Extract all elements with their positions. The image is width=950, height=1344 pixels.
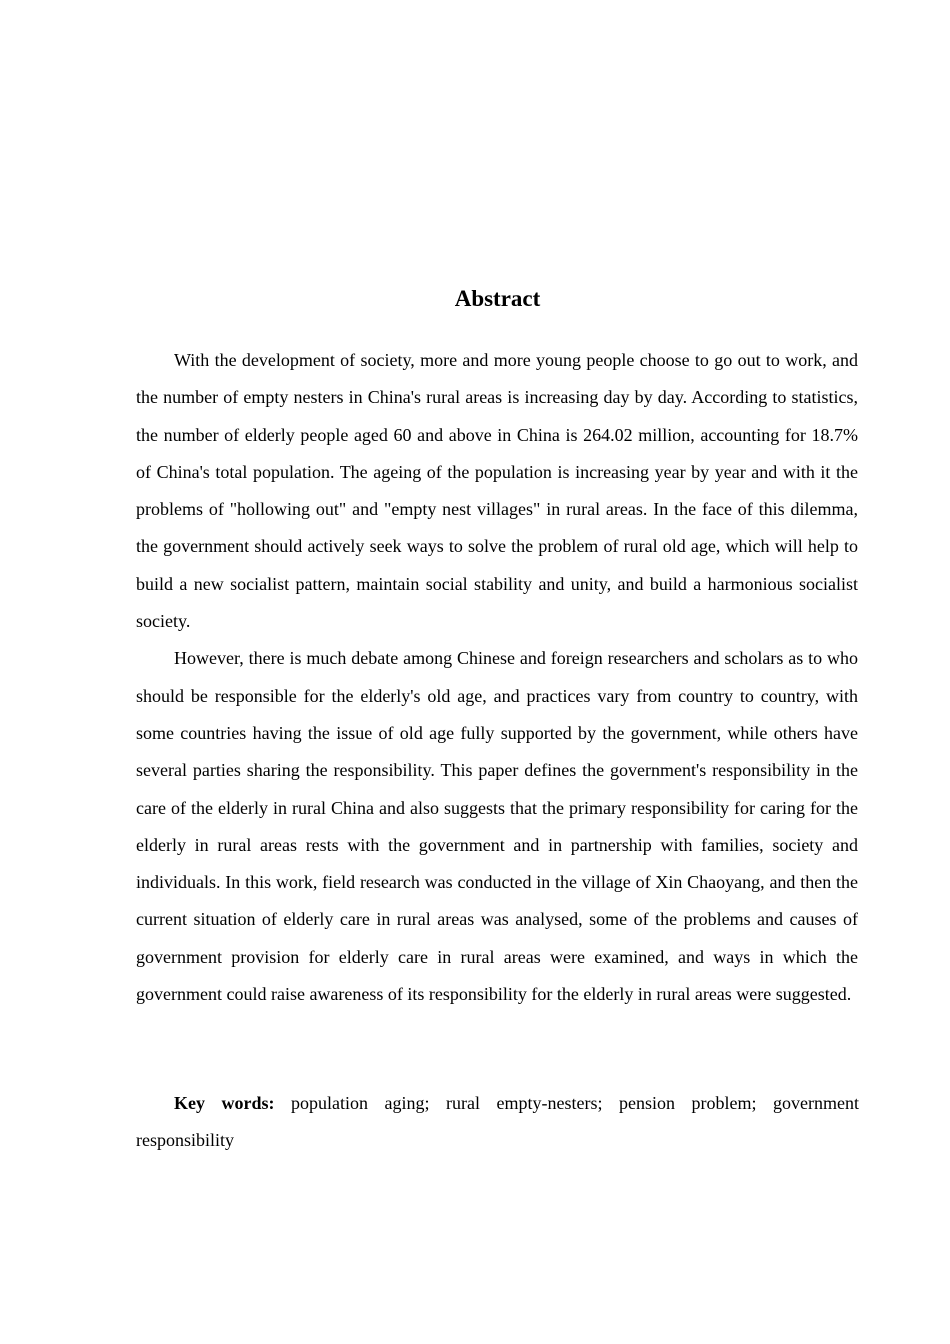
- abstract-title: Abstract: [454, 286, 541, 311]
- keywords-label: Key words:: [174, 1093, 275, 1113]
- abstract-body: [136, 342, 858, 1013]
- keywords-text: population aging; rural empty-nesters; pension problem; government responsibility: [136, 1093, 860, 1151]
- abstract-paragraph-2: However, there is much debate among Chinese and foreign researchers and scholars as to who should be responsible for the elderly's old age, and practices vary from country to country, with some countries having the issue of old age fully supported by the government, while others have several parties sharing the responsibility. This paper defines the government's responsibility in the care of the elderly in rural China and also suggests that the primary responsibility for caring for the elderly in rural areas rests with the government and in partnership with families, society and individuals. In this work, field research was conducted in the village of Xin Chaoyang, and then the current situation of elderly care in rural areas was analysed, some of the problems and causes of government provision for elderly care in rural areas were examined, and ways in which the government could raise awareness of its responsibility for the elderly in rural areas were suggested.: [136, 648, 858, 1005]
- keywords-line: [136, 1085, 859, 1160]
- abstract-paragraph-1: With the development of society, more and more young people choose to go out to work, and the number of empty nesters in China's rural areas is increasing day by day. According to statistics, the number of elderly people aged 60 and above in China is 264.02 million, accounting for 18.7% of China's total population. The ageing of the population is increasing year by year and with it the problems of "hollowing out" and "empty nest villages" in rural areas. In the face of this dilemma, the government should actively seek ways to solve the problem of rural old age, which will help to build a new socialist pattern, maintain social stability and unity, and build a harmonious socialist society.: [136, 350, 858, 632]
